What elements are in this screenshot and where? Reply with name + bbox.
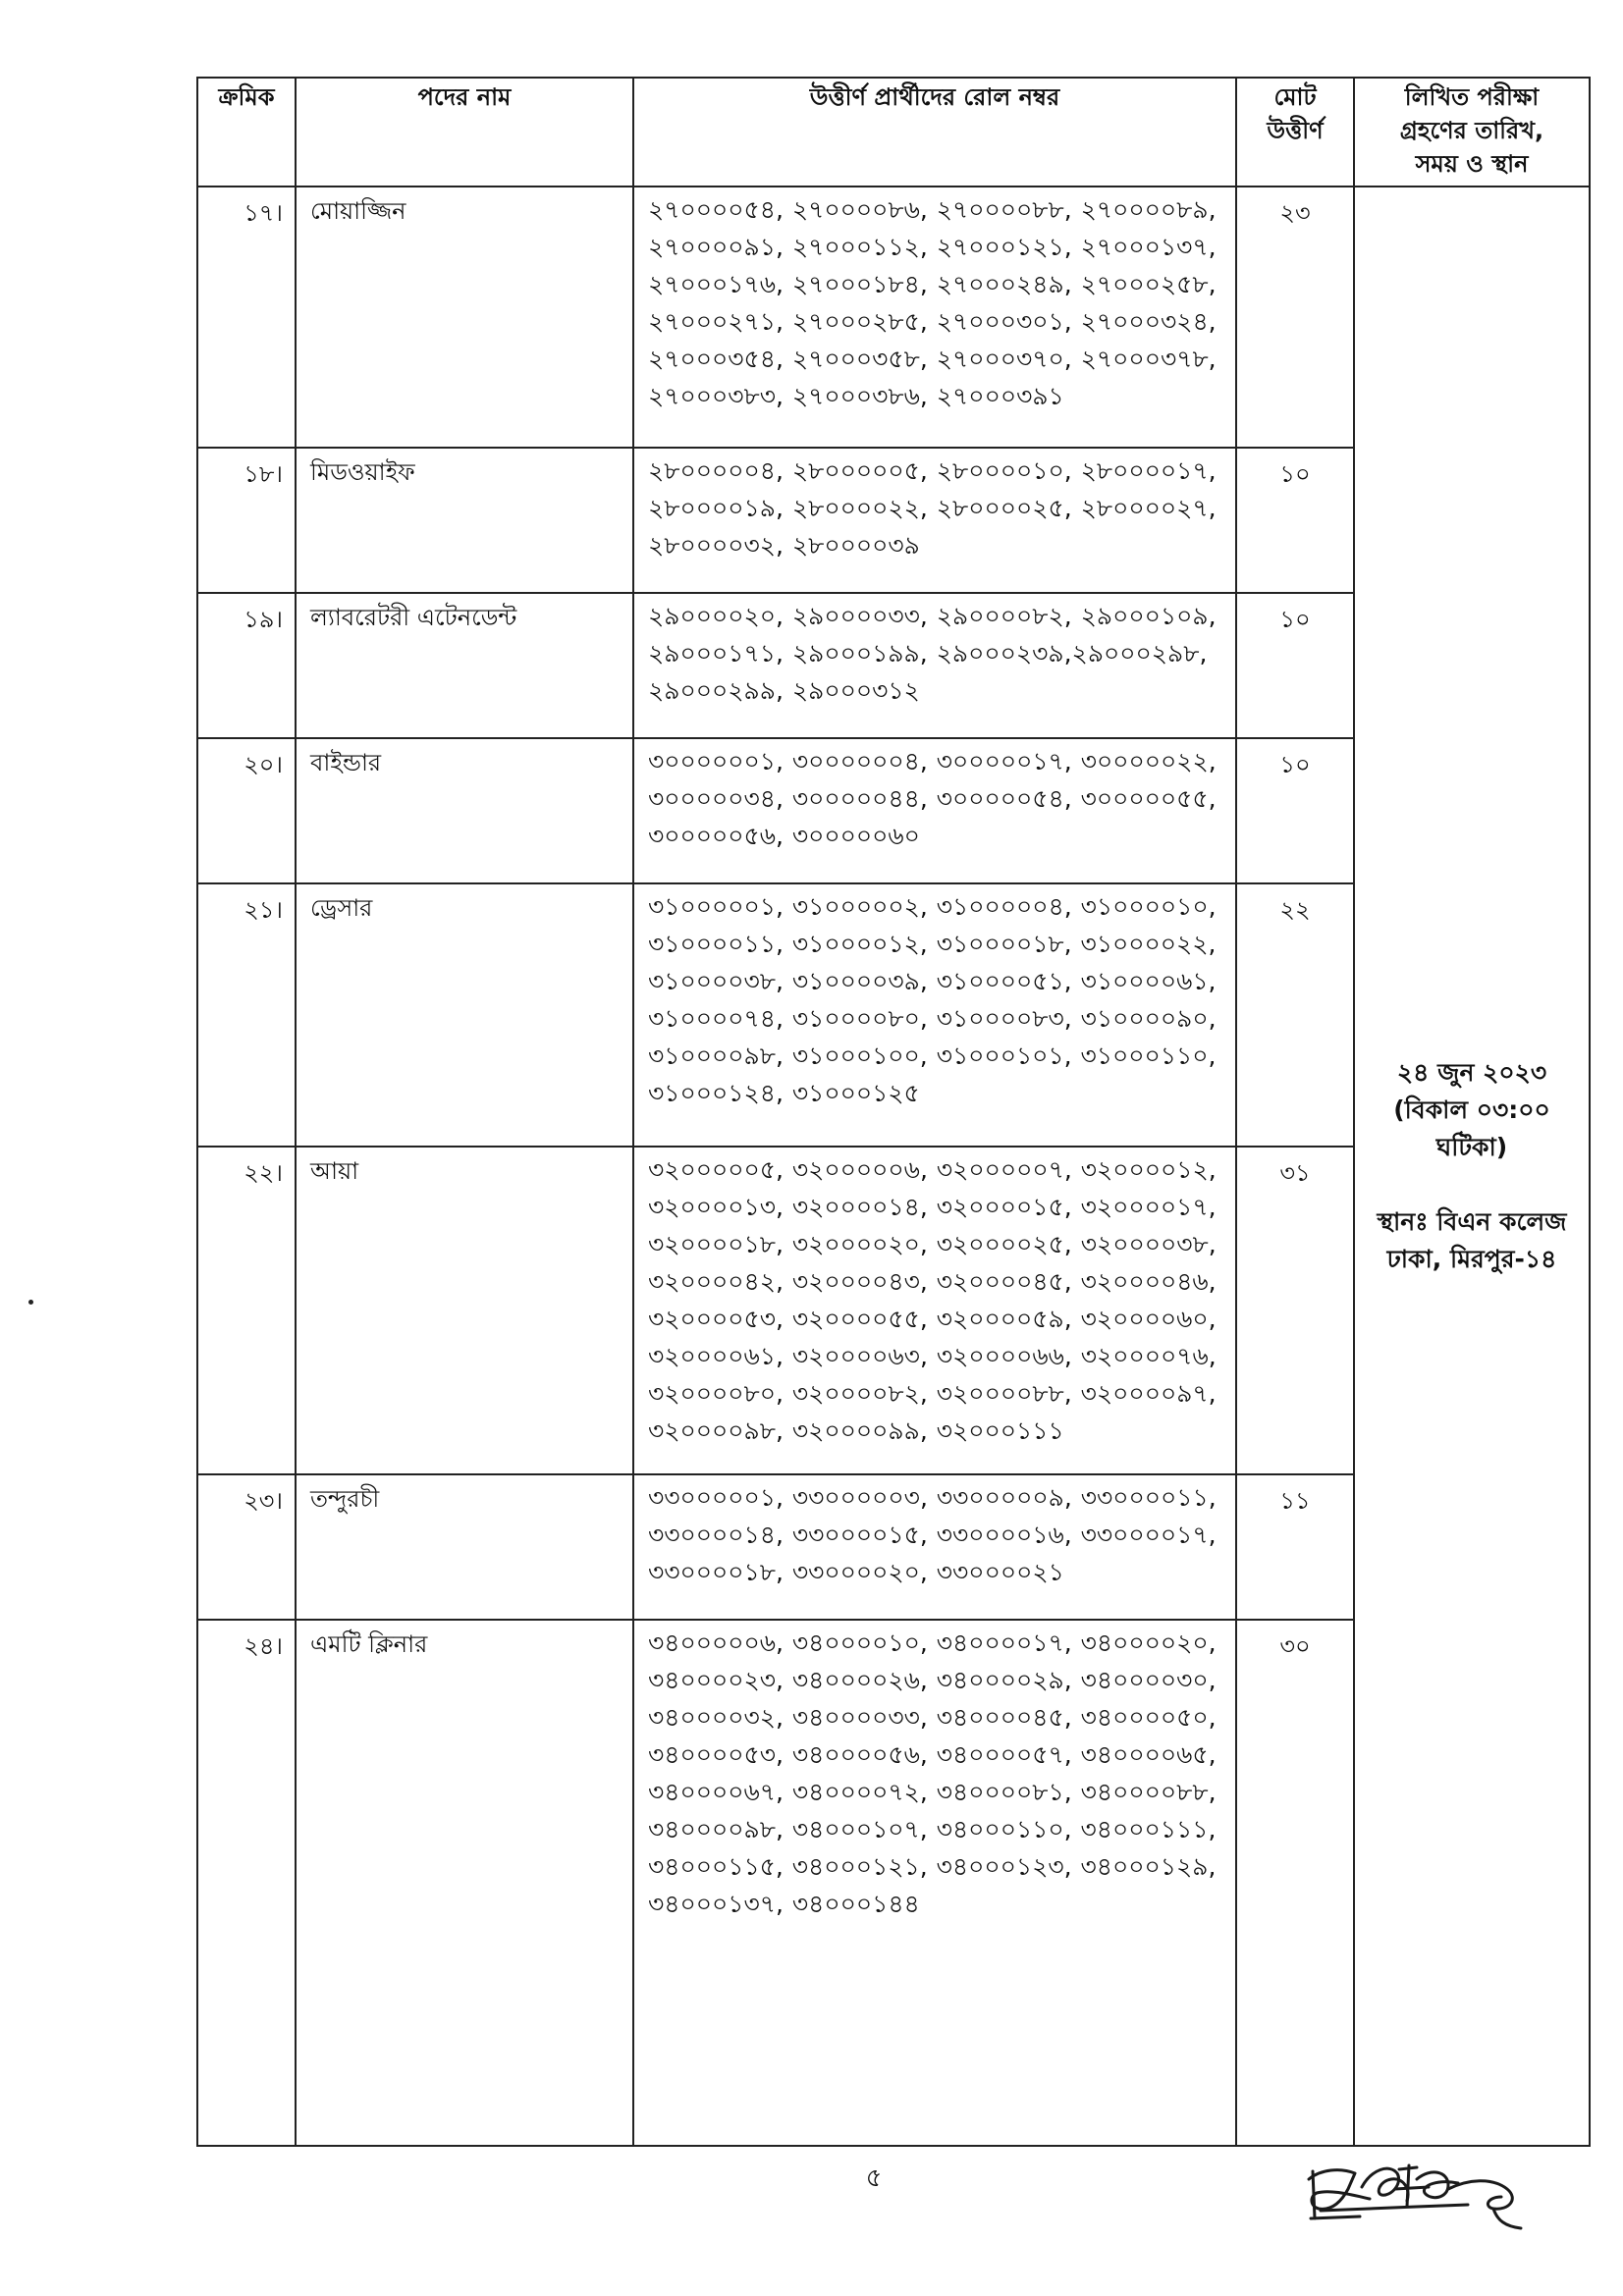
signature-strokes	[1309, 2165, 1521, 2228]
row-total: ১০	[1236, 593, 1354, 738]
row-serial: ২০।	[197, 738, 296, 883]
exam-venue-location: ঢাকা, মিরপুর-১৪	[1386, 1245, 1557, 1273]
row-serial: ২২।	[197, 1147, 296, 1474]
header-serial: ক্রমিক	[197, 78, 296, 187]
row-roll-numbers: ২৮০০০০০৪, ২৮০০০০০৫, ২৮০০০০১০, ২৮০০০০১৭, ২৮০০০০১৯, ২৮০০০০২২, ২৮০০০০২৫, ২৮০০০০২৭, ২৮০০০০৩২, ২৮০০০০৩৯	[633, 448, 1236, 593]
header-total-line2: উত্তীর্ণ	[1267, 117, 1324, 144]
signature-image	[1301, 2150, 1537, 2238]
header-roll-numbers: উত্তীর্ণ প্রার্থীদের রোল নম্বর	[633, 78, 1236, 187]
exam-date: ২৪ জুন ২০২৩	[1396, 1058, 1547, 1087]
header-total-passed	[1236, 78, 1354, 187]
row-post-name: ড্রেসার	[296, 883, 633, 1147]
row-post-name: এমটি ক্লিনার	[296, 1620, 633, 2146]
row-roll-numbers: ৩৩০০০০০১, ৩৩০০০০০৩, ৩৩০০০০০৯, ৩৩০০০০১১, ৩৩০০০০১৪, ৩৩০০০০১৫, ৩৩০০০০১৬, ৩৩০০০০১৭, ৩৩০০০০১৮, ৩৩০০০০২০, ৩৩০০০০২১	[633, 1474, 1236, 1620]
exam-time-suffix: ঘটিকা)	[1435, 1133, 1508, 1161]
row-roll-numbers: ৩৪০০০০০৬, ৩৪০০০০১০, ৩৪০০০০১৭, ৩৪০০০০২০, ৩৪০০০০২৩, ৩৪০০০০২৬, ৩৪০০০০২৯, ৩৪০০০০৩০, ৩৪০০০০৩২, ৩৪০০০০৩৩, ৩৪০০০০৪৫, ৩৪০০০০৫০, ৩৪০০০০৫৩, ৩৪০০০০৫৬, ৩৪০০০০৫৭, ৩৪০০০০৬৫, ৩৪০০০০৬৭, ৩৪০০০০৭২, ৩৪০০০০৮১, ৩৪০০০০৮৮, ৩৪০০০০৯৮, ৩৪০০০১০৭, ৩৪০০০১১০, ৩৪০০০১১১, ৩৪০০০১১৫, ৩৪০০০১২১, ৩৪০০০১২৩, ৩৪০০০১২৯, ৩৪০০০১৩৭, ৩৪০০০১৪৪	[633, 1620, 1236, 2146]
row-serial: ১৭।	[197, 187, 296, 448]
table-row	[197, 187, 1590, 448]
row-roll-numbers: ৩২০০০০০৫, ৩২০০০০০৬, ৩২০০০০০৭, ৩২০০০০১২, ৩২০০০০১৩, ৩২০০০০১৪, ৩২০০০০১৫, ৩২০০০০১৭, ৩২০০০০১৮, ৩২০০০০২০, ৩২০০০০২৫, ৩২০০০০৩৮, ৩২০০০০৪২, ৩২০০০০৪৩, ৩২০০০০৪৫, ৩২০০০০৪৬, ৩২০০০০৫৩, ৩২০০০০৫৫, ৩২০০০০৫৯, ৩২০০০০৬০, ৩২০০০০৬১, ৩২০০০০৬৩, ৩২০০০০৬৬, ৩২০০০০৭৬, ৩২০০০০৮০, ৩২০০০০৮২, ৩২০০০০৮৮, ৩২০০০০৯৭, ৩২০০০০৯৮, ৩২০০০০৯৯, ৩২০০০১১১	[633, 1147, 1236, 1474]
row-roll-numbers: ৩০০০০০০১, ৩০০০০০০৪, ৩০০০০০১৭, ৩০০০০০২২, ৩০০০০০৩৪, ৩০০০০০৪৪, ৩০০০০০৫৪, ৩০০০০০৫৫, ৩০০০০০৫৬, ৩০০০০০৬০	[633, 738, 1236, 883]
header-exam-info	[1354, 78, 1590, 187]
exam-time: (বিকাল ০৩:০০	[1393, 1095, 1550, 1124]
row-roll-numbers: ২৯০০০০২০, ২৯০০০০৩৩, ২৯০০০০৮২, ২৯০০০১০৯, ২৯০০০১৭১, ২৯০০০১৯৯, ২৯০০০২৩৯,২৯০০০২৯৮, ২৯০০০২৯৯, ২৯০০০৩১২	[633, 593, 1236, 738]
row-roll-numbers: ৩১০০০০০১, ৩১০০০০০২, ৩১০০০০০৪, ৩১০০০০১০, ৩১০০০০১১, ৩১০০০০১২, ৩১০০০০১৮, ৩১০০০০২২, ৩১০০০০৩৮, ৩১০০০০৩৯, ৩১০০০০৫১, ৩১০০০০৬১, ৩১০০০০৭৪, ৩১০০০০৮০, ৩১০০০০৮৩, ৩১০০০০৯০, ৩১০০০০৯৮, ৩১০০০১০০, ৩১০০০১০১, ৩১০০০১১০, ৩১০০০১২৪, ৩১০০০১২৫	[633, 883, 1236, 1147]
row-serial: ২১।	[197, 883, 296, 1147]
row-serial: ১৯।	[197, 593, 296, 738]
row-total: ২৩	[1236, 187, 1354, 448]
header-total-line1: মোট	[1273, 83, 1317, 111]
exam-spacer	[1367, 1166, 1577, 1203]
row-post-name: মোয়াজ্জিন	[296, 187, 633, 448]
row-total: ১১	[1236, 1474, 1354, 1620]
header-exam-line1: লিখিত পরীক্ষা	[1404, 83, 1540, 111]
row-total: ৩০	[1236, 1620, 1354, 2146]
header-exam-line3: সময় ও স্থান	[1415, 150, 1529, 178]
scan-speck	[28, 1300, 33, 1305]
row-roll-numbers: ২৭০০০০৫৪, ২৭০০০০৮৬, ২৭০০০০৮৮, ২৭০০০০৮৯, ২৭০০০০৯১, ২৭০০০১১২, ২৭০০০১২১, ২৭০০০১৩৭, ২৭০০০১৭৬, ২৭০০০১৮৪, ২৭০০০২৪৯, ২৭০০০২৫৮, ২৭০০০২৭১, ২৭০০০২৮৫, ২৭০০০৩০১, ২৭০০০৩২৪, ২৭০০০৩৫৪, ২৭০০০৩৫৮, ২৭০০০৩৭০, ২৭০০০৩৭৮, ২৭০০০৩৮৩, ২৭০০০৩৮৬, ২৭০০০৩৯১	[633, 187, 1236, 448]
row-total: ৩১	[1236, 1147, 1354, 1474]
row-serial: ২৩।	[197, 1474, 296, 1620]
row-total: ১০	[1236, 448, 1354, 593]
page-number: ৫	[865, 2163, 883, 2193]
row-serial: ১৮।	[197, 448, 296, 593]
row-post-name: আয়া	[296, 1147, 633, 1474]
header-exam-line2: গ্রহণের তারিখ,	[1399, 117, 1544, 144]
row-post-name: তন্দুরচী	[296, 1474, 633, 1620]
row-total: ২২	[1236, 883, 1354, 1147]
exam-venue: স্থানঃ বিএন কলেজ	[1377, 1207, 1567, 1236]
row-total: ১০	[1236, 738, 1354, 883]
table-header-row	[197, 78, 1590, 187]
header-post-name: পদের নাম	[296, 78, 633, 187]
row-serial: ২৪।	[197, 1620, 296, 2146]
exam-info-cell	[1354, 187, 1590, 2146]
results-table	[196, 77, 1591, 2147]
row-post-name: ল্যাবরেটরী এটেনডেন্ট	[296, 593, 633, 738]
row-post-name: বাইন্ডার	[296, 738, 633, 883]
row-post-name: মিডওয়াইফ	[296, 448, 633, 593]
